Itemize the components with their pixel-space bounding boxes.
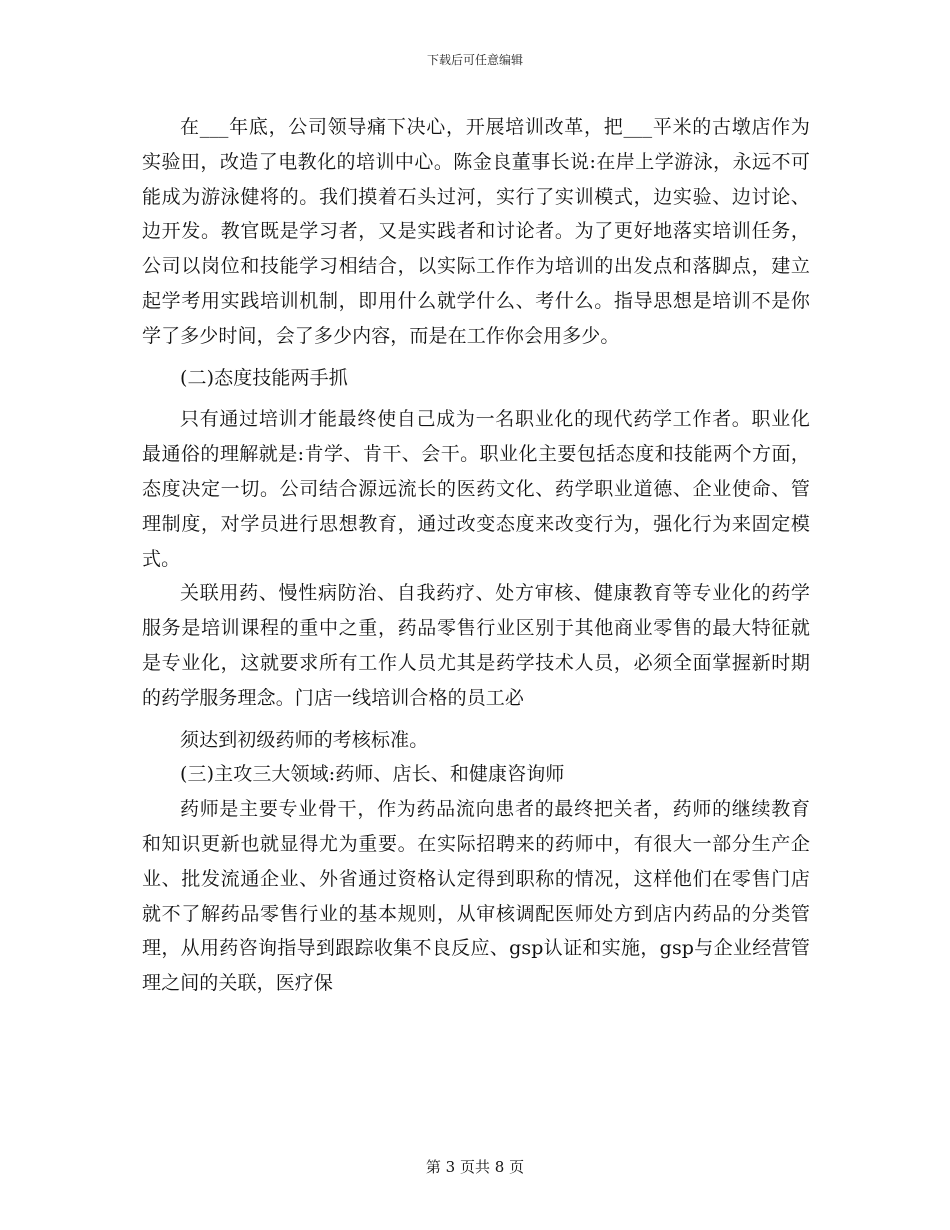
paragraph-professionalization: 只有通过培训才能最终使自己成为一名职业化的现代药学工作者。职业化最通俗的理解就是:肯学、肯干、会干。职业化主要包括态度和技能两个方面，态度决定一切。公司结合源远流长的医药文化、药学职业道德、企业使命、管理制度，对学员进行思想教育，通过改变态度来改变行为，强化行为来固定模式。 [142,408,810,570]
page-number: 第 3 页共 8 页 [425,1158,525,1176]
paragraph-pharmacy-service: 关联用药、慢性病防治、自我药疗、处方审核、健康教育等专业化的药学服务是培训课程的重中之重，药品零售行业区别于其他商业零售的最大特征就是专业化，这就要求所有工作人员尤其是药学技术人员，必须全面掌握新时期的药学服务理念。门店一线培训合格的员工必 [142,582,810,709]
paragraph-training-reform: 在___年底，公司领导痛下决心，开展培训改革，把___平米的古墩店作为实验田，改造了电教化的培训中心。陈金良董事长说:在岸上学游泳，永远不可能成为游泳健将的。我们摸着石头过河，实行了实训模式，边实验、边讨论、边开发。教官既是学习者，又是实践者和讨论者。为了更好地落实培训任务，公司以岗位和技能学习相结合，以实际工作作为培训的出发点和落脚点，建立起学考用实践培训机制，即用什么就学什么、考什么。指导思想是培训不是你学了多少时间，会了多少内容，而是在工作你会用多少。 [142,116,810,347]
paragraph-pharmacist-standard: 须达到初级药师的考核标准。 [180,728,429,751]
page-header: 下载后可任意编辑 [426,53,523,67]
document-body [142,110,810,1001]
section-heading-attitude-skills: (二)态度技能两手抓 [180,366,348,389]
paragraph-pharmacist-education: 药师是主要专业骨干，作为药品流向患者的最终把关者，药师的继续教育和知识更新也就显得尤为重要。在实际招聘来的药师中，有很大一部分生产企业、批发流通企业、外省通过资格认定得到职称的情况，这样他们在零售门店就不了解药品零售行业的基本规则，从审核调配医师处方到店内药品的分类管理，从用药咨询指导到跟踪收集不良反应、gsp认证和实施，gsp与企业经营管理之间的关联，医疗保 [142,798,810,995]
section-heading-three-fields: (三)主攻三大领域:药师、店长、和健康咨询师 [180,763,565,786]
